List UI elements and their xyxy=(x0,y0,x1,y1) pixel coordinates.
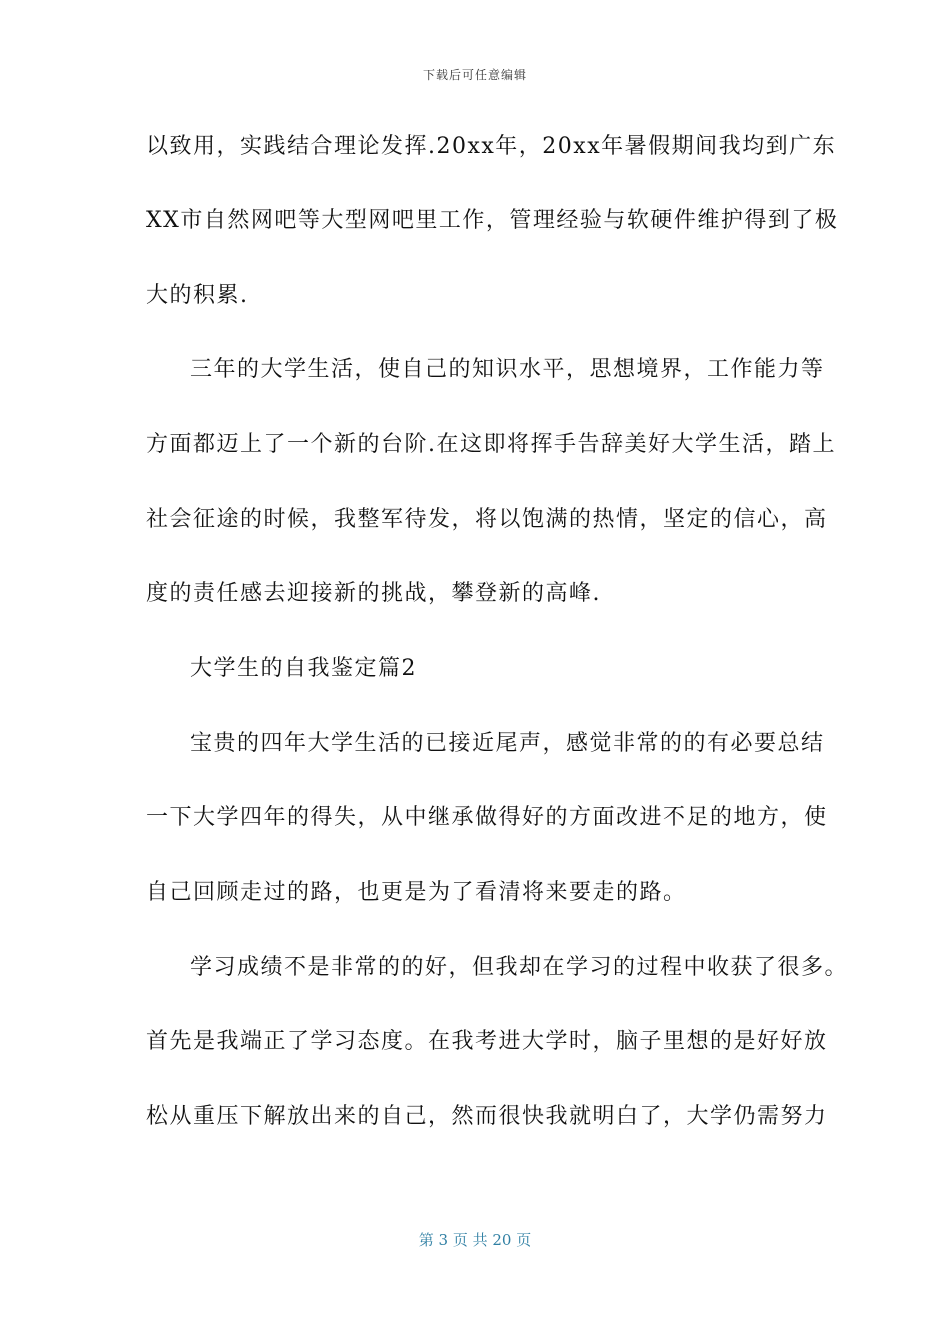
body-line-7: 度的责任感去迎接新的挑战，攀登新的高峰. xyxy=(146,581,601,606)
section-heading: 大学生的自我鉴定篇2 xyxy=(190,656,417,681)
body-line-10: 一下大学四年的得失，从中继承做得好的方面改进不足的地方，使 xyxy=(146,805,828,830)
body-line-5: 方面都迈上了一个新的台阶.在这即将挥手告辞美好大学生活，踏上 xyxy=(146,432,836,457)
body-line-2: XX市自然网吧等大型网吧里工作，管理经验与软硬件维护得到了极 xyxy=(146,208,839,233)
body-line-12: 学习成绩不是非常的的好，但我却在学习的过程中收获了很多。 xyxy=(190,955,849,980)
body-line-9: 宝贵的四年大学生活的已接近尾声，感觉非常的的有必要总结 xyxy=(190,731,825,756)
body-line-13: 首先是我端正了学习态度。在我考进大学时，脑子里想的是好好放 xyxy=(146,1029,828,1054)
body-line-6: 社会征途的时候，我整军待发，将以饱满的热情，坚定的信心，高 xyxy=(146,507,828,532)
body-line-14: 松从重压下解放出来的自己，然而很快我就明白了，大学仍需努力 xyxy=(146,1104,828,1129)
body-line-11: 自己回顾走过的路，也更是为了看清将来要走的路。 xyxy=(146,880,687,905)
body-line-3: 大的积累. xyxy=(146,283,249,308)
page-header: 下载后可任意编辑 xyxy=(422,68,527,82)
page-footer: 第 3 页 共 20 页 xyxy=(418,1231,532,1249)
body-line-1: 以致用，实践结合理论发挥.20xx年，20xx年暑假期间我均到广东 xyxy=(146,134,837,159)
body-line-4: 三年的大学生活，使自己的知识水平，思想境界，工作能力等 xyxy=(190,357,825,382)
